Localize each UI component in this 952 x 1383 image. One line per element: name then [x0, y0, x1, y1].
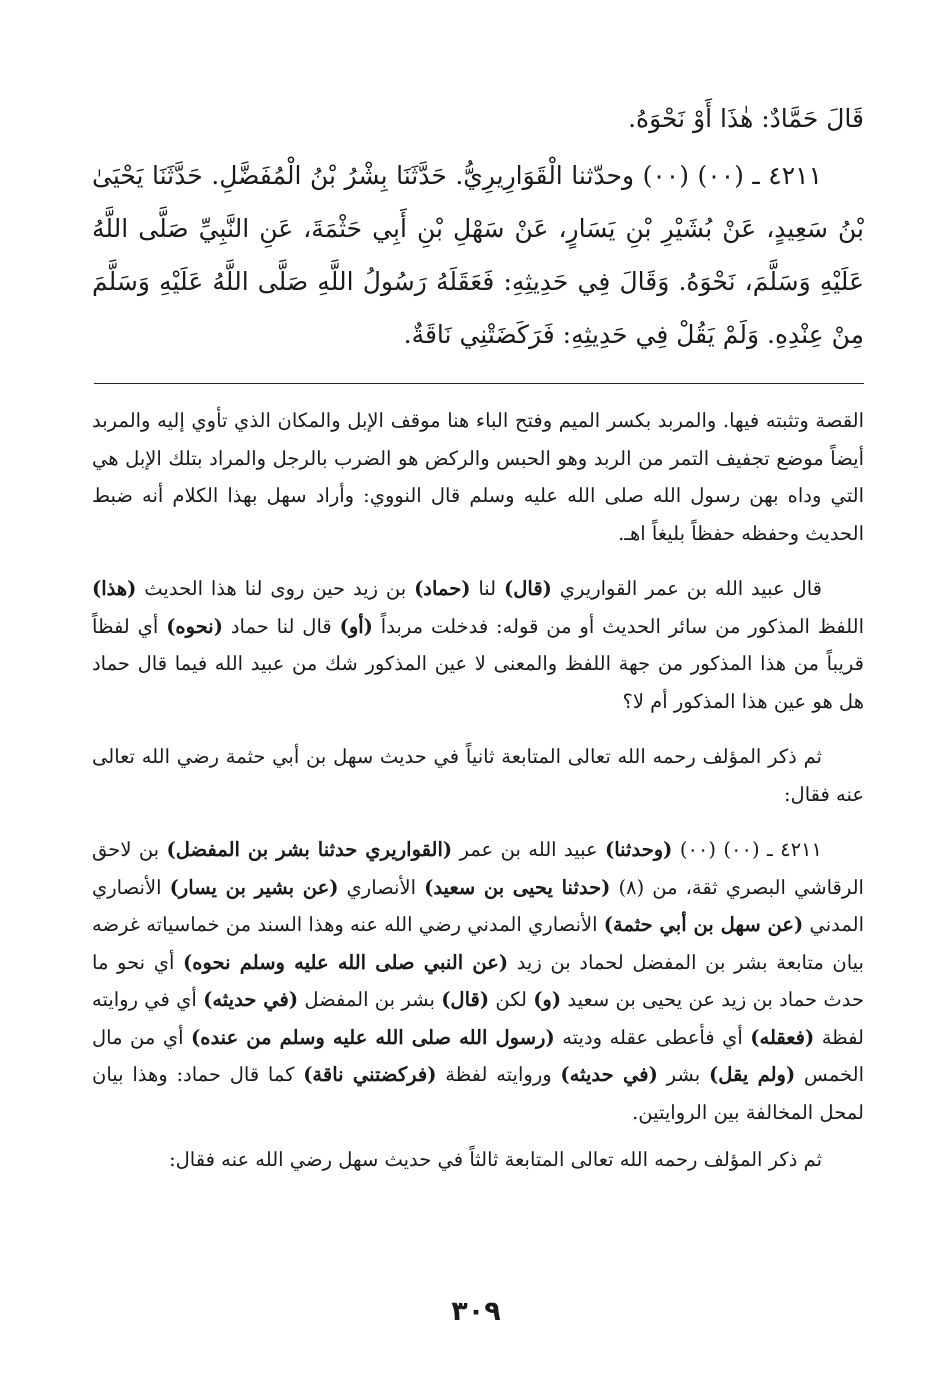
text-run: قال عبيد الله بن عمر القواريري — [551, 577, 822, 600]
bold-run: (فعقله) — [750, 1025, 815, 1049]
bold-run: (عن بشير بن يسار) — [169, 875, 339, 899]
text-run: أي نحو ما حدث حماد بن زيد عن يحيى بن سعيد — [92, 950, 865, 1011]
commentary-paragraph-5: ثم ذكر المؤلف رحمه الله تعالى المتابعة ثالثاً في حديث سهل رضي الله عنه فقال: — [169, 1148, 822, 1171]
text-run: اللفظ المذكور من سائر الحديث أو من قوله: فدخلت مربداً — [372, 614, 864, 638]
text-run: بن لاحق الرقاشي البصري ثقة، من (٨) — [92, 838, 864, 899]
text-run: لنا — [470, 577, 504, 600]
page-number: ٣٠٩ — [451, 1296, 501, 1327]
bold-run: (في حديثه) — [203, 988, 299, 1011]
bold-run: (عن النبي صلى الله عليه وسلم نحوه) — [183, 950, 509, 974]
text-run: بشر بن المفضل — [298, 988, 442, 1011]
commentary-paragraph-4 — [92, 831, 864, 1131]
bold-run: (عن سهل بن أبي حثمة) — [603, 913, 804, 936]
footnote-divider — [94, 383, 864, 384]
commentary-paragraph-2 — [92, 570, 864, 720]
text-run: ٤٢١١ ـ (٠٠) (٠٠) — [672, 838, 823, 861]
text-run: الأنصاري — [338, 875, 425, 899]
bold-run: (قال) — [504, 577, 552, 600]
bold-run: (حدثنا يحيى بن سعيد) — [424, 875, 611, 899]
text-run: الأنصاري المدني رضي الله عنه وهذا السند من خماسياته غرضه بيان متابعة بشر بن المفضل لحماد بن زيد — [92, 913, 864, 974]
bold-run: (القواريري حدثنا بشر بن المفضل) — [166, 838, 453, 861]
bold-run: (في حديثه) — [560, 1063, 658, 1086]
bold-run: (وحدثنا) — [605, 838, 673, 861]
bold-run: (قال) — [441, 988, 490, 1011]
text-run: لكن — [489, 988, 534, 1011]
text-run: وروايته لفظة — [436, 1063, 561, 1086]
text-run: أي فأعطى عقله وديته — [554, 1025, 751, 1049]
text-run: عبيد الله بن عمر — [452, 838, 605, 861]
page-body — [92, 92, 864, 1383]
hadith-text-block — [92, 92, 864, 361]
bold-run: (ولم يقل) — [708, 1063, 796, 1086]
bold-run: (فركضتني ناقة) — [303, 1063, 437, 1086]
commentary-paragraph-1: القصة وتثبته فيها. والمربد بكسر الميم وفتح الباء هنا موقف الإبل والمكان الذي تأوي إليه والمربد أيضاً موضع تجفيف التمر من الربد وهو الحبس والركض هو الضرب بالرجل والمراد بتلك الإبل هي التي وداه بهن رسول الله صلى الله عليه وسلم قال النووي: وأراد سهل بهذا الكلام أنه ضبط الحديث وحفظه حفظاً بليغاً اهـ. — [92, 409, 864, 545]
text-run: بن زيد حين روى لنا هذا الحديث — [136, 577, 415, 600]
commentary-block — [92, 402, 864, 1179]
commentary-paragraph-3: ثم ذكر المؤلف رحمه الله تعالى المتابعة ثانياً في حديث سهل بن أبي حثمة رضي الله تعالى عنه فقال: — [92, 745, 864, 806]
text-run: أي لفظاً قريباً من هذا المذكور من جهة اللفظ والمعنى لا عين المذكور شك من عبيد الله فيما قال حماد هل هو عين هذا المذكور أم لا؟ — [92, 614, 864, 713]
bold-run: (و) — [533, 988, 562, 1011]
text-run: بشر — [657, 1063, 709, 1086]
text-run: قال لنا حماد — [222, 614, 340, 638]
bold-run: (رسول الله صلى الله عليه وسلم من عنده) — [191, 1025, 555, 1049]
text-run: أي في روايته لفظة — [92, 988, 864, 1049]
bold-run: (نحوه) — [166, 614, 223, 638]
text-run: كما قال حماد: وهذا بيان لمحل المخالفة بين الروايتين. — [92, 1063, 864, 1124]
bold-run: (هذا) — [92, 577, 137, 600]
bold-run: (أو) — [339, 614, 373, 638]
hammad-line: قَالَ حَمَّادٌ: هٰذَا أَوْ نَحْوَهُ. — [628, 104, 864, 133]
text-run: الأنصاري المدني — [92, 875, 865, 936]
text-run: أي من مال الخمس — [92, 1025, 865, 1086]
hadith-4211: ٤٢١١ ـ (٠٠) (٠٠) وحدّثنا الْقَوَارِيرِيُّ. حَدَّثَنَا بِشْرُ بْنُ الْمُفَضَّلِ. حَدَّثَنَا يَحْيَىٰ بْنُ سَعِيدٍ، عَنْ بُشَيْرِ بْنِ يَسَارٍ، عَنْ سَهْلِ بْنِ أَبِي حَثْمَةَ، عَنِ النَّبِيِّ صَلَّى اللَّهُ عَلَيْهِ وَسَلَّمَ، نَحْوَهُ. وَقَالَ فِي حَدِيثِهِ: فَعَقَلَهُ رَسُولُ اللَّهِ صَلَّى اللَّهُ عَلَيْهِ وَسَلَّمَ مِنْ عِنْدِهِ. وَلَمْ يَقُلْ فِي حَدِيثِهِ: فَرَكَضَتْنِي نَاقَةٌ. — [92, 161, 864, 349]
bold-run: (حماد) — [414, 577, 471, 600]
